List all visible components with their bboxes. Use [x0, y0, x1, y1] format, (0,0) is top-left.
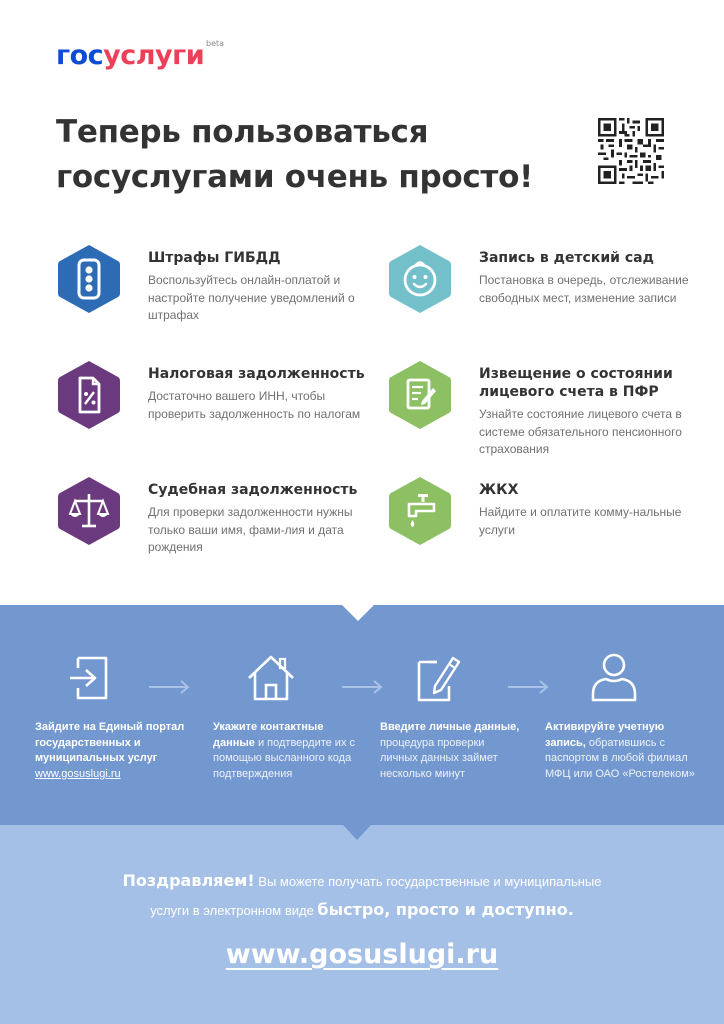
step-2-rest: и подтвердите их с помощью высланного кода подтверждения	[213, 736, 356, 780]
step-3-text	[380, 720, 525, 782]
logo-part-uslugi: услуги	[103, 40, 205, 71]
website-link[interactable]: www.gosuslugi.ru	[225, 939, 499, 970]
gosuslugi-logo	[56, 39, 225, 71]
service-court-debt[interactable]	[56, 475, 356, 565]
arrow-right-icon	[148, 680, 190, 694]
step-2-bold: Укажите контактные данные	[213, 721, 324, 749]
service-title: Штрафы ГИБДД	[148, 250, 281, 266]
account-document-icon	[387, 359, 453, 431]
service-description: Найдите и оплатите комму-нальные услуги	[479, 505, 682, 537]
qr-code	[598, 118, 664, 184]
registration-steps-band	[0, 605, 724, 825]
congrats-emphasis: быстро, просто и доступно.	[317, 900, 574, 919]
step-4-bold: Активируйте учетную запись,	[545, 721, 665, 749]
congratulations-message	[0, 867, 724, 925]
baby-face-icon	[387, 243, 453, 315]
step-2-text	[213, 720, 363, 782]
service-title: ЖКХ	[479, 482, 519, 498]
water-tap-icon	[387, 475, 453, 547]
service-title: Судебная задолженность	[148, 482, 358, 498]
congrats-text-2: услуги в электронном виде	[150, 903, 318, 918]
headline-line-1: Теперь пользоваться	[56, 114, 429, 150]
login-icon	[64, 648, 116, 708]
section-notch	[343, 825, 371, 840]
congrats-text-1: Вы можете получать государственные и муниципальные	[254, 874, 602, 889]
service-utilities[interactable]	[387, 475, 687, 565]
arrow-right-icon	[507, 680, 549, 694]
congrats-lead: Поздравляем!	[122, 871, 255, 890]
service-description: Узнайте состояние лицевого счета в системе обязательного пенсионного страхования	[479, 407, 682, 456]
congratulations-band	[0, 825, 724, 1024]
home-icon	[245, 648, 297, 708]
scales-icon	[56, 475, 122, 547]
service-description: Постановка в очередь, отслеживание свободных мест, изменение записи	[479, 273, 689, 305]
service-title: Извещение о состоянии лицевого счета в ПФР	[479, 366, 673, 400]
traffic-light-icon	[56, 243, 122, 315]
edit-document-icon	[411, 648, 463, 708]
logo-beta-label: beta	[206, 39, 225, 48]
service-title: Запись в детский сад	[479, 250, 654, 266]
headline-line-2: госуслугами очень просто!	[56, 159, 533, 195]
tax-document-icon	[56, 359, 122, 431]
service-kindergarten[interactable]	[387, 243, 687, 333]
section-notch	[342, 605, 374, 621]
service-title: Налоговая задолженность	[148, 366, 365, 382]
page-headline	[56, 110, 576, 200]
service-description: Воспользуйтесь онлайн-оплатой и настройте получение уведомлений о штрафах	[148, 273, 355, 322]
service-pension-account[interactable]	[387, 359, 687, 456]
step-4-rest: обратившись с паспортом в любой филиал МФЦ или ОАО «Ростелеком»	[545, 736, 695, 780]
service-description: Достаточно вашего ИНН, чтобы проверить задолженность по налогам	[148, 389, 361, 421]
step-4-text	[545, 720, 705, 782]
service-description: Для проверки задолженности нужны только ваши имя, фами-лия и дата рождения	[148, 505, 353, 554]
service-tax-debt[interactable]	[56, 359, 365, 449]
arrow-right-icon	[341, 680, 383, 694]
user-icon	[588, 648, 640, 708]
step-1-link[interactable]: www.gosuslugi.ru	[35, 767, 121, 780]
logo-part-gos: гос	[56, 40, 104, 71]
step-3-rest: процедура проверки личных данных займет несколько минут	[380, 736, 498, 780]
service-traffic-fines[interactable]	[56, 243, 356, 333]
step-1-bold: Зайдите на Единый портал государственных и муниципальных услуг	[35, 721, 185, 764]
step-1-text	[35, 720, 195, 782]
step-3-bold: Введите личные данные,	[380, 721, 520, 733]
